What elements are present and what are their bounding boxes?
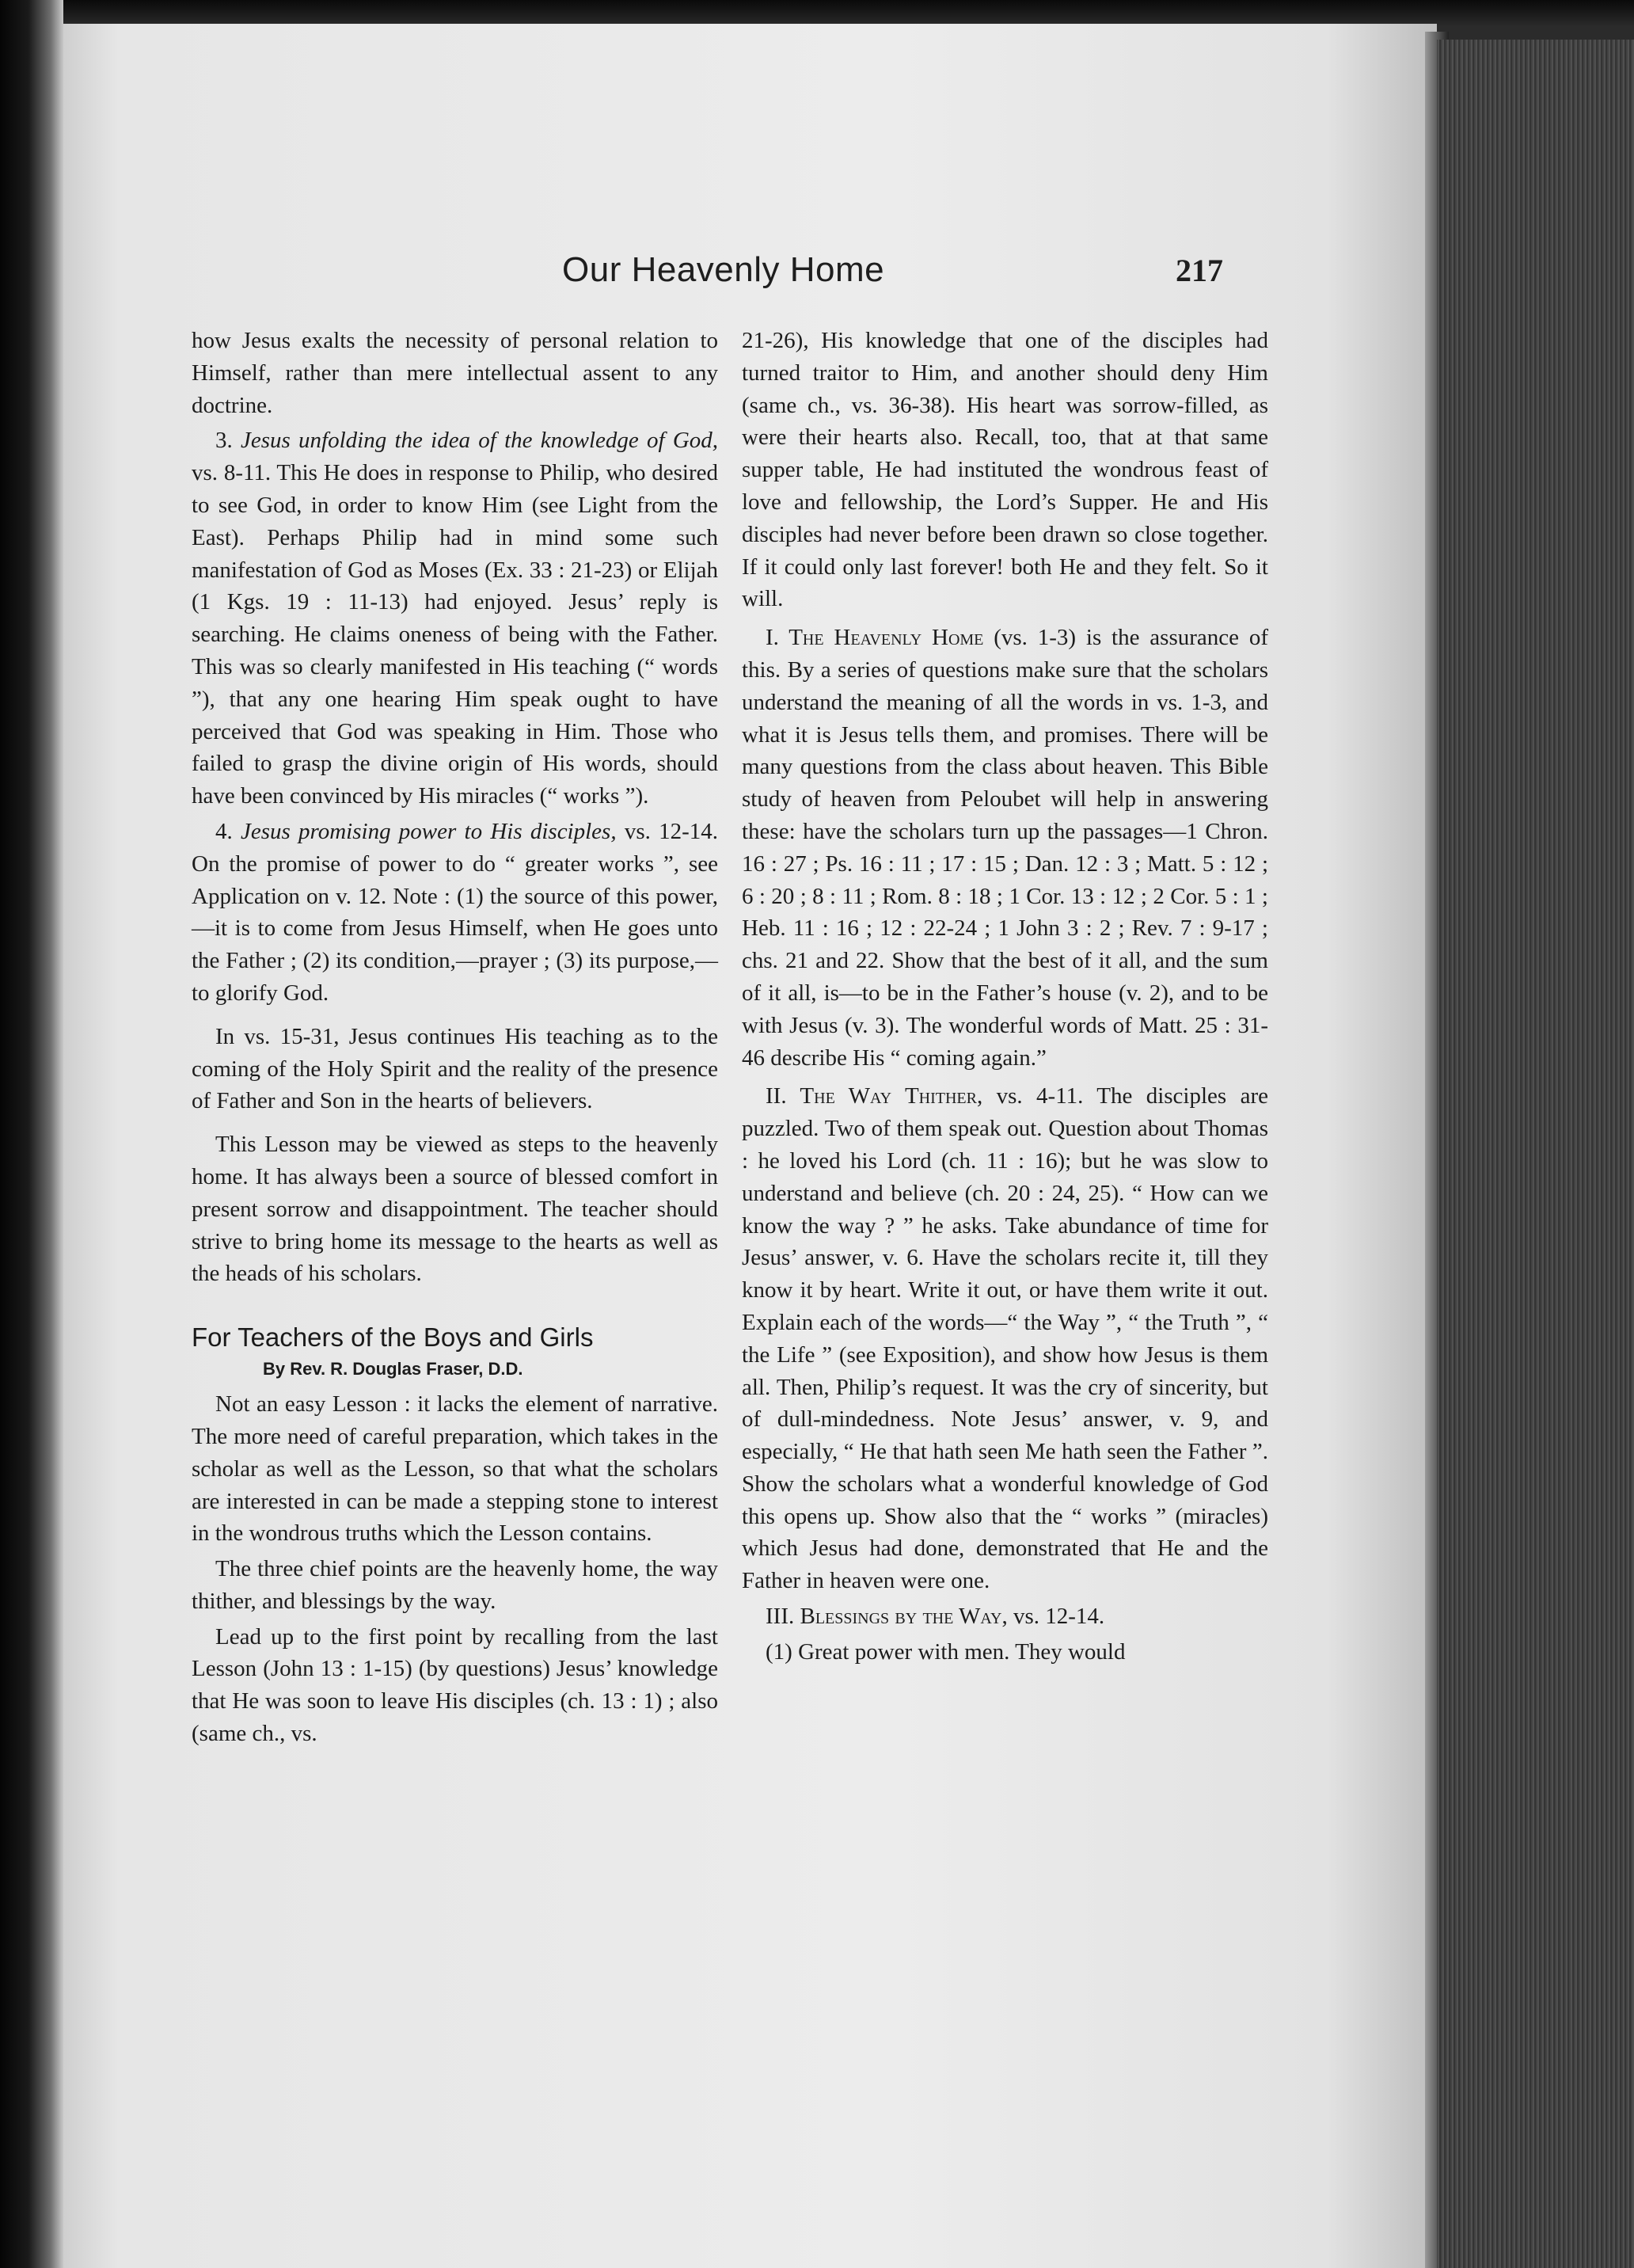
paragraph [742, 1600, 1268, 1633]
paragraph: In vs. 15-31, Jesus continues His teaching as to the coming of the Holy Spirit and the reality of the presence of Father and Son in the hearts of believers. [192, 1023, 718, 1114]
paragraph: (1) Great power with men. They would [766, 1638, 1126, 1665]
point-body: (vs. 1-3) is the assurance of this. By a series of questions make sure that the scholars understand the meaning of all the words in vs. 1-3, and what it is Jesus tells them, and promises. There will be many questions from the class about heaven. This Bible study of heaven from Peloubet will help in answering these: have the scholars turn up the passages—1 Chron. 16 : 27 ; Ps. 16 : 11 ; 17 : 15 ; Dan. 12 : 3 ; Matt. 5 : 12 ; 6 : 20 ; 8 : 11 ; Rom. 8 : 18 ; 1 Cor. 13 : 12 ; 2 Cor. 5 : 1 ; Heb. 11 : 16 ; 12 : 22-24 ; 1 John 3 : 2 ; Rev. 7 : 9-17 ; chs. 21 and 22. Show that the best of it all, and the sum of it all, is—to be in the Father’s house (v. 2), and to be with Jesus (v. 3). The wonderful words of Matt. 25 : 31-46 describe His “ coming again.” [742, 625, 1268, 1071]
paragraph: This Lesson may be viewed as steps to the heavenly home. It has always been a source of blessed comfort in present sorrow and disappointment. The teacher should strive to bring home its message to the hearts as well as the heads of his scholars. [192, 1132, 718, 1287]
page-header [63, 250, 1437, 298]
paragraph [742, 622, 1268, 1074]
left-column [192, 325, 718, 1750]
item-body: vs. 12-14. On the promise of power to do “ greater works ”, see Application on v. 12. Note : (1) the source of this power,—it is to come from Jesus Himself, when He goes unto the Father ; (2) its condition,—prayer ; (3) its purpose,—to glorify God. [192, 818, 719, 1006]
scan-top-edge [0, 0, 1634, 27]
paragraph: Not an easy Lesson : it lacks the element of narrative. The more need of careful preparation, which takes in the scholar as well as the Lesson, so that what the scholars are interested in can be made a stepping stone to interest in the wondrous truths which the Lesson contains. [192, 1391, 718, 1547]
paragraph: how Jesus exalts the necessity of personal relation to Himself, rather than mere intellectual assent to any doctrine. [192, 328, 718, 418]
page-block-edge [1437, 40, 1634, 2268]
binding-gutter [0, 0, 63, 2268]
paragraph [192, 816, 718, 1010]
paragraph [192, 424, 718, 812]
section-heading: For Teachers of the Boys and Girls [192, 1322, 594, 1353]
paragraph: The three chief points are the heavenly home, the way thither, and blessings by the way. [192, 1556, 718, 1614]
page-number: 217 [1176, 253, 1223, 288]
item-number: 4. [215, 818, 233, 844]
paragraph: Lead up to the first point by recalling from the last Lesson (John 13 : 1-15) (by questions) Jesus’ knowledge that He was soon to leave His disciples (ch. 13 : 1) ; also (same ch., vs. [192, 1623, 718, 1747]
point-body: vs. 4-11. The disciples are puzzled. Two of them speak out. Question about Thomas : he loved his Lord (ch. 11 : 16); but he was slow to understand and believe (ch. 20 : 24, 25). “ How can we know the way ? ” he asks. Take abundance of time for Jesus’ answer, v. 6. Have the scholars recite it, till they know it by heart. Write it out, or have them write it out. Explain each of the words—“ the Way ”, “ the Truth ”, “ the Life ” (see Exposition), and show how Jesus is them all. Then, Philip’s request. It was the cry of sincerity, but of dull-mindedness. Note Jesus’ answer, v. 9, and especially, “ He that hath seen Me hath seen the Father ”. Show the scholars what a wonderful knowledge of God this opens up. Show also that the “ works ” (miracles) which Jesus had done, demonstrated that He and the Father in heaven were one. [742, 1083, 1268, 1594]
item-number: 3. [215, 428, 233, 454]
paragraph: 21-26), His knowledge that one of the disciples had turned traitor to Him, and another should deny Him (same ch., vs. 36-38). His heart was sorrow-filled, as were their hearts also. Recall, too, that at that same supper table, He had instituted the wondrous feast of love and fellowship, the Lord’s Supper. He and His disciples had never before been drawn so close together. If it could only last forever! both He and they felt. So it will. [742, 328, 1268, 612]
point-body: vs. 12-14. [1013, 1604, 1105, 1630]
right-column [742, 325, 1268, 1669]
byline: By Rev. R. Douglas Fraser, D.D. [263, 1359, 523, 1379]
paragraph [742, 1080, 1268, 1597]
point-label: III. Blessings by the Way, [766, 1604, 1008, 1630]
point-label: II. The Way Thither, [766, 1083, 983, 1109]
item-title: Jesus promising power to His disciples, [240, 818, 617, 844]
running-title: Our Heavenly Home [562, 250, 885, 289]
item-title: Jesus unfolding the idea of the knowledge of God, [241, 428, 719, 454]
item-body: vs. 8-11. This He does in response to Philip, who desired to see God, in order to know Him (see Light from the East). Perhaps Philip had in mind some such manifestation of God as Moses (Ex. 33 : 21-23) or Elijah (1 Kgs. 19 : 11-13) had enjoyed. Jesus’ reply is searching. He claims oneness of being with the Father. This was so clearly manifested in His teaching (“ words ”), that any one hearing Him speak ought to have perceived that God was speaking in Him. Those who failed to grasp the divine origin of His words, should have been convinced by His miracles (“ works ”). [192, 460, 718, 809]
point-label: I. The Heavenly Home [766, 625, 984, 651]
